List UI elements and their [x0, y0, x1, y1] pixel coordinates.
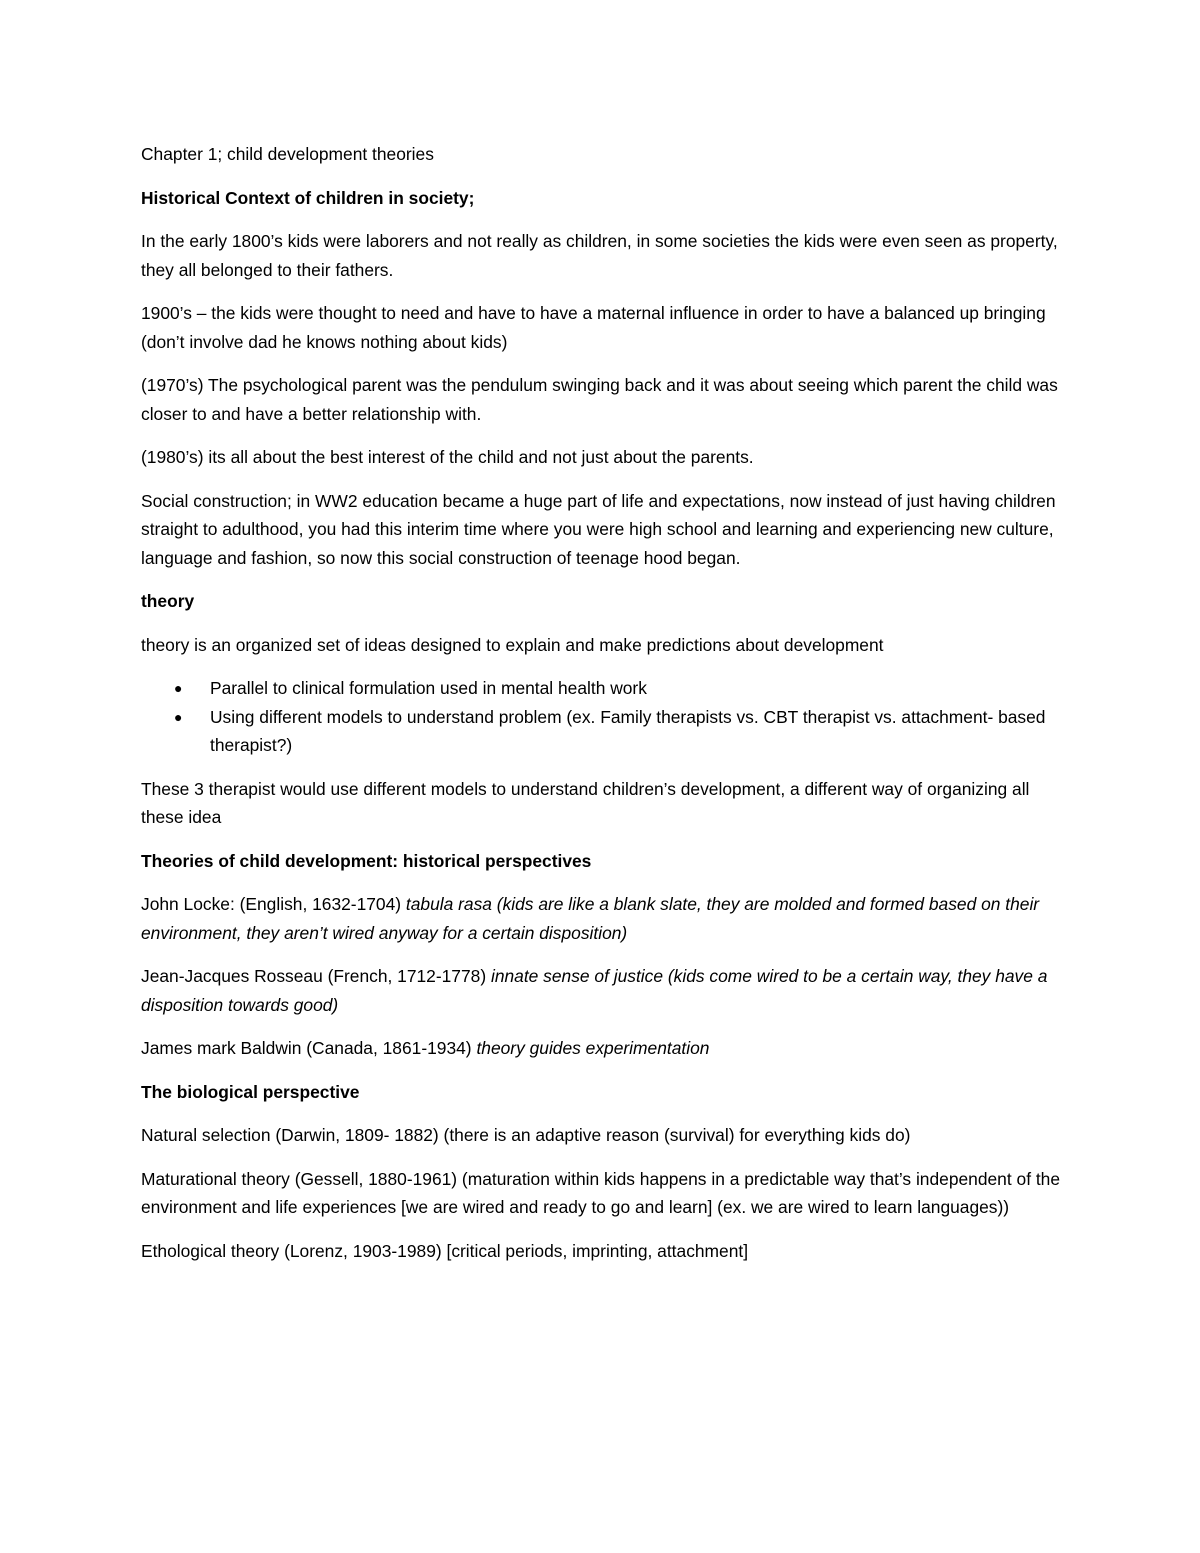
paragraph-therapists: These 3 therapist would use different models to understand children’s development, a different way of organizing all these idea — [141, 778, 1030, 827]
section-heading-biological: The biological perspective — [141, 1081, 360, 1102]
list-item — [141, 674, 1061, 703]
list-item-text: Using different models to understand problem (ex. Family therapists vs. CBT therapist vs. attachment- based therapist?) — [210, 706, 1046, 755]
paragraph-1980s: (1980’s) its all about the best interest of the child and not just about the parents. — [141, 447, 754, 467]
locke-name: John Locke: (English, 1632-1704) — [141, 894, 406, 914]
paragraph-baldwin — [141, 1034, 1061, 1063]
paragraph-1970s: (1970’s) The psychological parent was the pendulum swinging back and it was about seeing which parent the child was closer to and have a better relationship with. — [141, 375, 1058, 424]
paragraph-locke — [141, 890, 1061, 947]
list-item-text: Parallel to clinical formulation used in mental health work — [210, 678, 647, 698]
bullet-list — [141, 674, 1061, 760]
section-heading-historical: Historical Context of children in society; — [141, 187, 475, 208]
paragraph-darwin: Natural selection (Darwin, 1809- 1882) (there is an adaptive reason (survival) for everything kids do) — [141, 1125, 911, 1145]
rosseau-name: Jean-Jacques Rosseau (French, 1712-1778) — [141, 966, 491, 986]
section-heading-theory: theory — [141, 591, 195, 611]
locke-idea: tabula rasa (kids are like a blank slate, they are molded and formed based on their environment, they aren’t wired anyway for a certain disposition) — [141, 894, 1040, 943]
document-page — [141, 140, 1061, 1280]
paragraph-theory-definition: theory is an organized set of ideas designed to explain and make predictions about development — [141, 634, 884, 655]
chapter-title: Chapter 1; child development theories — [141, 144, 434, 164]
rosseau-idea: innate sense of justice (kids come wired to be a certain way, they have a disposition towards good) — [141, 966, 1048, 1015]
paragraph-1800s: In the early 1800’s kids were laborers and not really as children, in some societies the kids were even seen as property, they all belonged to their fathers. — [141, 231, 1058, 280]
paragraph-rosseau — [141, 962, 1061, 1019]
paragraph-social-construction: Social construction; in WW2 education became a huge part of life and expectations, now instead of just having children straight to adulthood, you had this interim time where you were high school and learning and experiencing new culture, language and fashion, so now this social construction of teenage hood began. — [141, 490, 1056, 568]
paragraph-gessell: Maturational theory (Gessell, 1880-1961) (maturation within kids happens in a predictable way that’s independent of the environment and life experiences [we are wired and ready to go and learn] (ex. we are wired to learn languages)) — [141, 1168, 1061, 1217]
baldwin-idea: theory guides experimentation — [476, 1038, 710, 1058]
paragraph-lorenz: Ethological theory (Lorenz, 1903-1989) [critical periods, imprinting, attachment] — [141, 1240, 749, 1261]
bullet-icon: ● — [174, 680, 183, 696]
paragraph-1900s: 1900’s – the kids were thought to need and have to have a maternal influence in order to have a balanced up bringing (don’t involve dad he knows nothing about kids) — [141, 303, 1046, 352]
list-item — [141, 703, 1061, 760]
bullet-icon: ● — [174, 708, 183, 725]
section-heading-theories: Theories of child development: historical perspectives — [141, 850, 592, 871]
baldwin-name: James mark Baldwin (Canada, 1861-1934) — [141, 1038, 477, 1058]
